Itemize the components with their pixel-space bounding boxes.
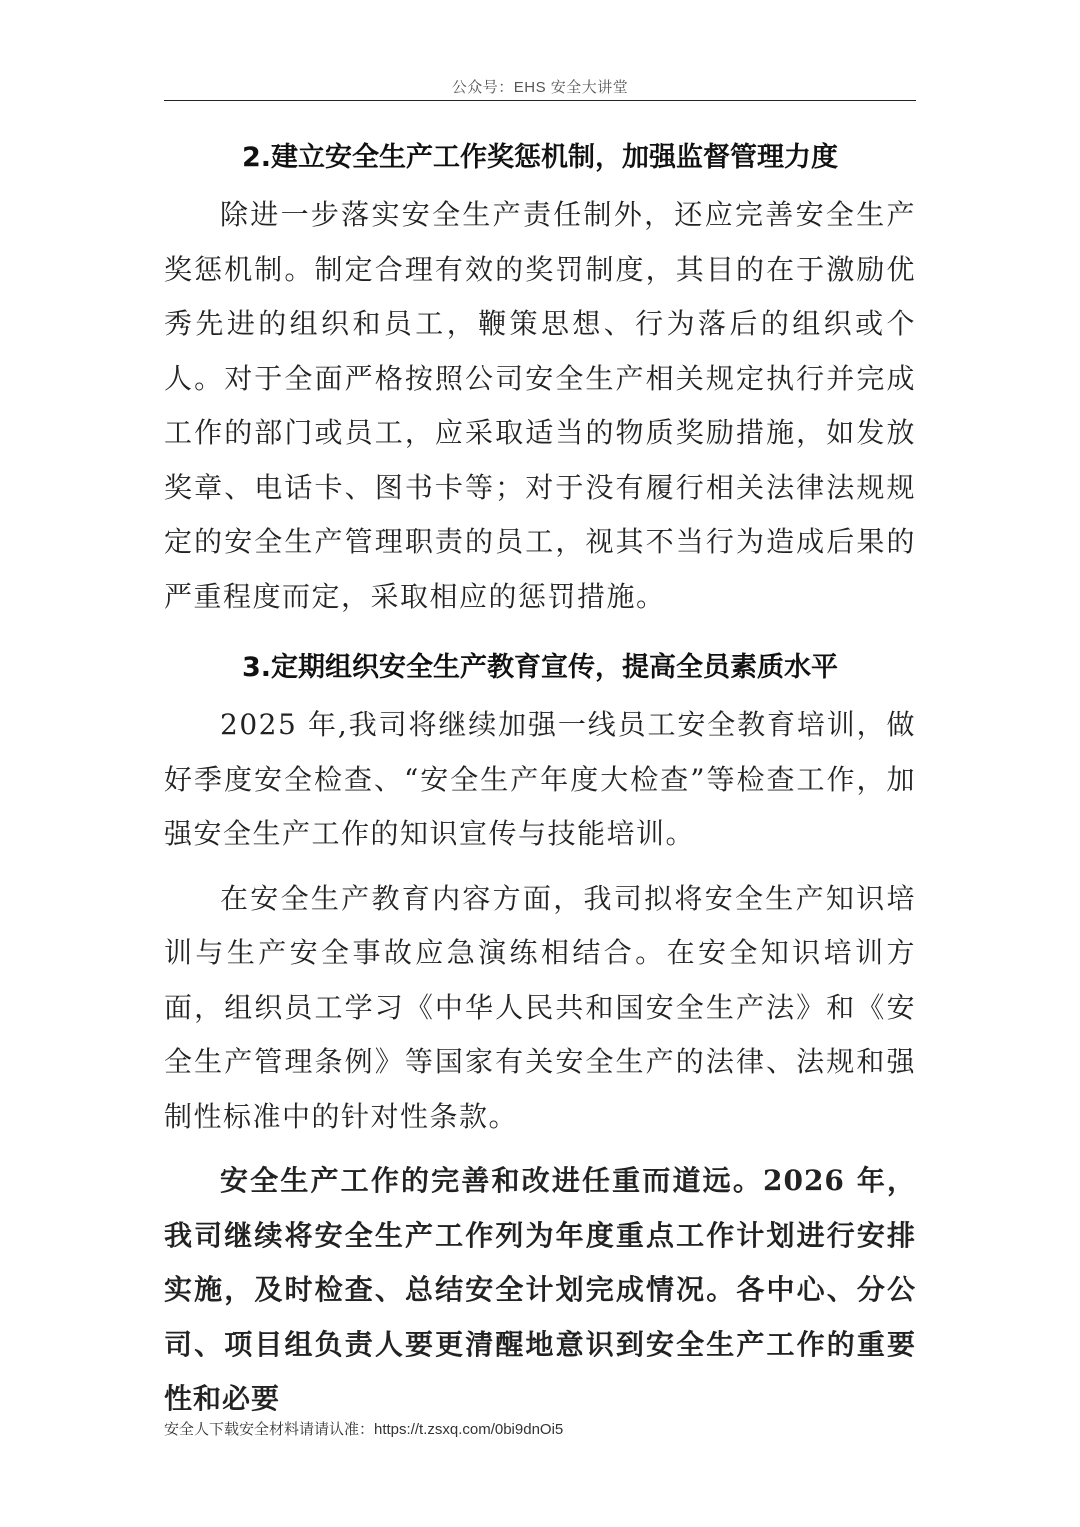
section-spacer [164, 624, 916, 638]
paragraph-spacer [164, 862, 916, 872]
section-heading-3: 3.定期组织安全生产教育宣传，提高全员素质水平 [241, 652, 839, 683]
header-divider [164, 100, 916, 101]
document-body [164, 128, 916, 1427]
section-3-paragraph-1: 2025 年,我司将继续加强一线员工安全教育培训，做好季度安全检查、“安全生产年度大检查”等检查工作，加强安全生产工作的知识宣传与技能培训。 [164, 708, 916, 850]
section-3-paragraph-2: 在安全生产教育内容方面，我司拟将安全生产知识培训与生产安全事故应急演练相结合。在安全知识培训方面，组织员工学习《中华人民共和国安全生产法》和《安全生产管理条例》等国家有关安全生产的法律、法规和强制性标准中的针对性条款。 [164, 881, 916, 1133]
page-header: 公众号：EHS 安全大讲堂 [451, 79, 629, 96]
section-heading-2: 2.建立安全生产工作奖惩机制，加强监督管理力度 [241, 142, 839, 173]
closing-paragraph: 安全生产工作的完善和改进任重而道远。2026 年，我司继续将安全生产工作列为年度重点工作计划进行安排实施，及时检查、总结安全计划完成情况。各中心、分公司、项目组负责人要更清醒地意识到安全生产工作的重要性和必要 [164, 1164, 916, 1415]
paragraph-spacer [164, 1144, 916, 1154]
section-2-paragraph: 除进一步落实安全生产责任制外，还应完善安全生产奖惩机制。制定合理有效的奖罚制度，其目的在于激励优秀先进的组织和员工，鞭策思想、行为落后的组织或个人。对于全面严格按照公司安全生产相关规定执行并完成工作的部门或员工，应采取适当的物质奖励措施，如发放奖章、电话卡、图书卡等；对于没有履行相关法律法规规定的安全生产管理职责的员工，视其不当行为造成后果的严重程度而定，采取相应的惩罚措施。 [164, 198, 916, 613]
page-footer: 安全人下载安全材料请请认准：https://t.zsxq.com/0bi9dnOi5 [164, 1421, 564, 1438]
